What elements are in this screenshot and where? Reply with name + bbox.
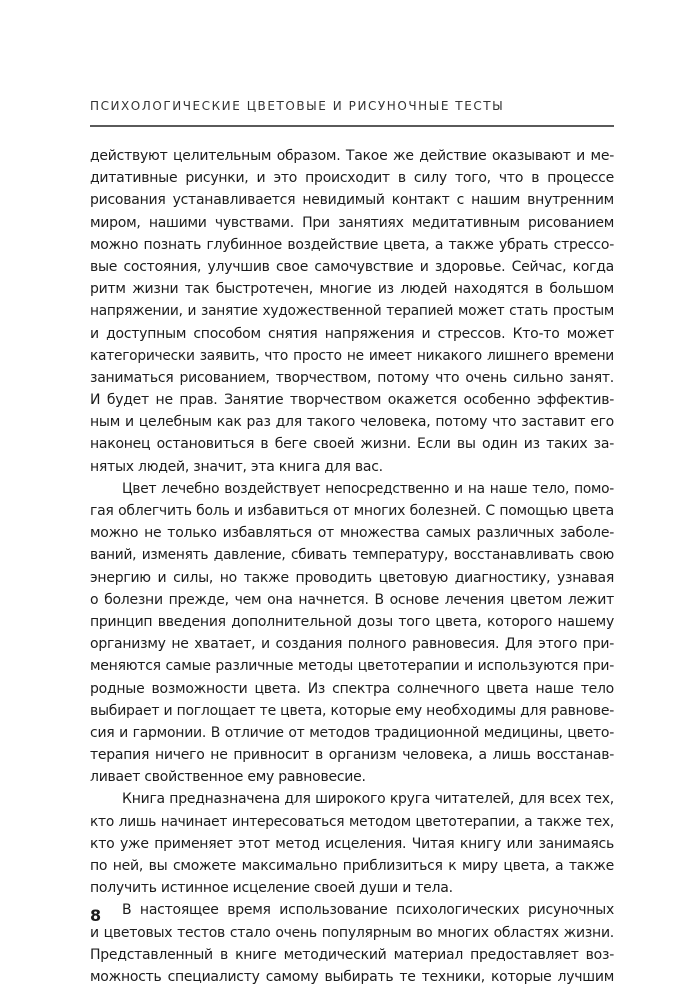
text-line: и цветовых тестов стало очень популярным во многих областях жизни.	[90, 924, 614, 941]
text-line: и доступным способом снятия напряжения и стрессов. Кто-то может	[90, 325, 614, 342]
text-line: наконец остановиться в беге своей жизни. Если вы один из таких за-	[90, 436, 614, 453]
text-line: заниматься рисованием, творчеством, потому что очень сильно занят.	[90, 369, 614, 386]
text-line: можно познать глубинное воздействие цвета, а также убрать стрессо-	[90, 236, 614, 253]
text-line: Представленный в книге методический материал предоставляет воз-	[90, 946, 614, 963]
text-line: по ней, вы сможете максимально приблизиться к миру цвета, а также	[90, 858, 614, 874]
text-line: ритм жизни так быстротечен, многие из людей находятся в большом	[90, 281, 614, 298]
page-number: 8	[90, 906, 102, 925]
text-line: дитативные рисунки, и это происходит в силу того, что в процессе	[90, 170, 614, 187]
text-line: Книга предназначена для широкого круга читателей, для всех тех,	[122, 791, 614, 808]
text-line: терапия ничего не привносит в организм человека, а лишь восстанав-	[90, 747, 614, 764]
text-line: гая облегчить боль и избавиться от многих болезней. С помощью цвета	[90, 503, 614, 519]
text-line: можность специалисту самому выбирать те техники, которые лучшим	[90, 968, 614, 985]
text-line: выбирает и поглощает те цвета, которые ему необходимы для равнове-	[90, 702, 614, 719]
text-line: Цвет лечебно воздействует непосредственно и на наше тело, помо-	[122, 480, 614, 497]
text-line: напряжении, и занятие художественной терапией может стать простым	[90, 303, 614, 320]
text-line: меняются самые различные методы цветотерапии и используются при-	[90, 658, 614, 675]
text-line: энергию и силы, но также проводить цветовую диагностику, узнавая	[90, 569, 614, 586]
text-line: действуют целительным образом. Такое же действие оказывают и ме-	[90, 148, 614, 164]
text-line: вые состояния, улучшив свое самочувствие и здоровье. Сейчас, когда	[90, 258, 614, 275]
text-line: ным и целебным как раз для такого человека, потому что заставит его	[90, 414, 614, 431]
text-line: рисования устанавливается невидимый контакт с нашим внутренним	[90, 192, 614, 209]
text-line: категорически заявить, что просто не имеет никакого лишнего времени	[90, 347, 614, 364]
running-title: ПСИХОЛОГИЧЕСКИЕ ЦВЕТОВЫЕ И РИСУНОЧНЫЕ ТЕСТЫ	[90, 99, 505, 113]
text-line: В настоящее время использование психологических рисуночных	[122, 902, 614, 919]
text-line: родные возможности цвета. Из спектра солнечного цвета наше тело	[90, 680, 614, 697]
text-line: И будет не прав. Занятие творчеством окажется особенно эффектив-	[90, 392, 614, 409]
text-line: можно не только избавляться от множества самых различных заболе-	[90, 525, 614, 542]
text-line: кто лишь начинает интересоваться методом цветотерапии, а также тех,	[90, 813, 614, 830]
text-line: кто уже применяет этот метод исцеления. Читая книгу или занимаясь	[90, 835, 614, 852]
text-line: нятых людей, значит, эта книга для вас.	[90, 458, 383, 475]
text-line: миром, нашими чувствами. При занятиях медитативным рисованием	[90, 214, 614, 231]
text-line: принцип введения дополнительной дозы того цвета, которого нашему	[90, 613, 614, 630]
text-line: организму не хватает, и создания полного равновесия. Для этого при-	[90, 636, 614, 653]
text-line: сия и гармонии. В отличие от методов традиционной медицины, цвето-	[90, 724, 614, 741]
text-line: о болезни прежде, чем она начнется. В основе лечения цветом лежит	[90, 591, 614, 608]
text-line: получить истинное исцеление своей души и тела.	[90, 880, 453, 897]
text-line: ваний, изменять давление, сбивать температуру, восстанавливать свою	[90, 547, 614, 564]
text-line: ливает свойственное ему равновесие.	[90, 769, 366, 786]
body-text	[90, 145, 614, 988]
running-header	[90, 95, 614, 127]
